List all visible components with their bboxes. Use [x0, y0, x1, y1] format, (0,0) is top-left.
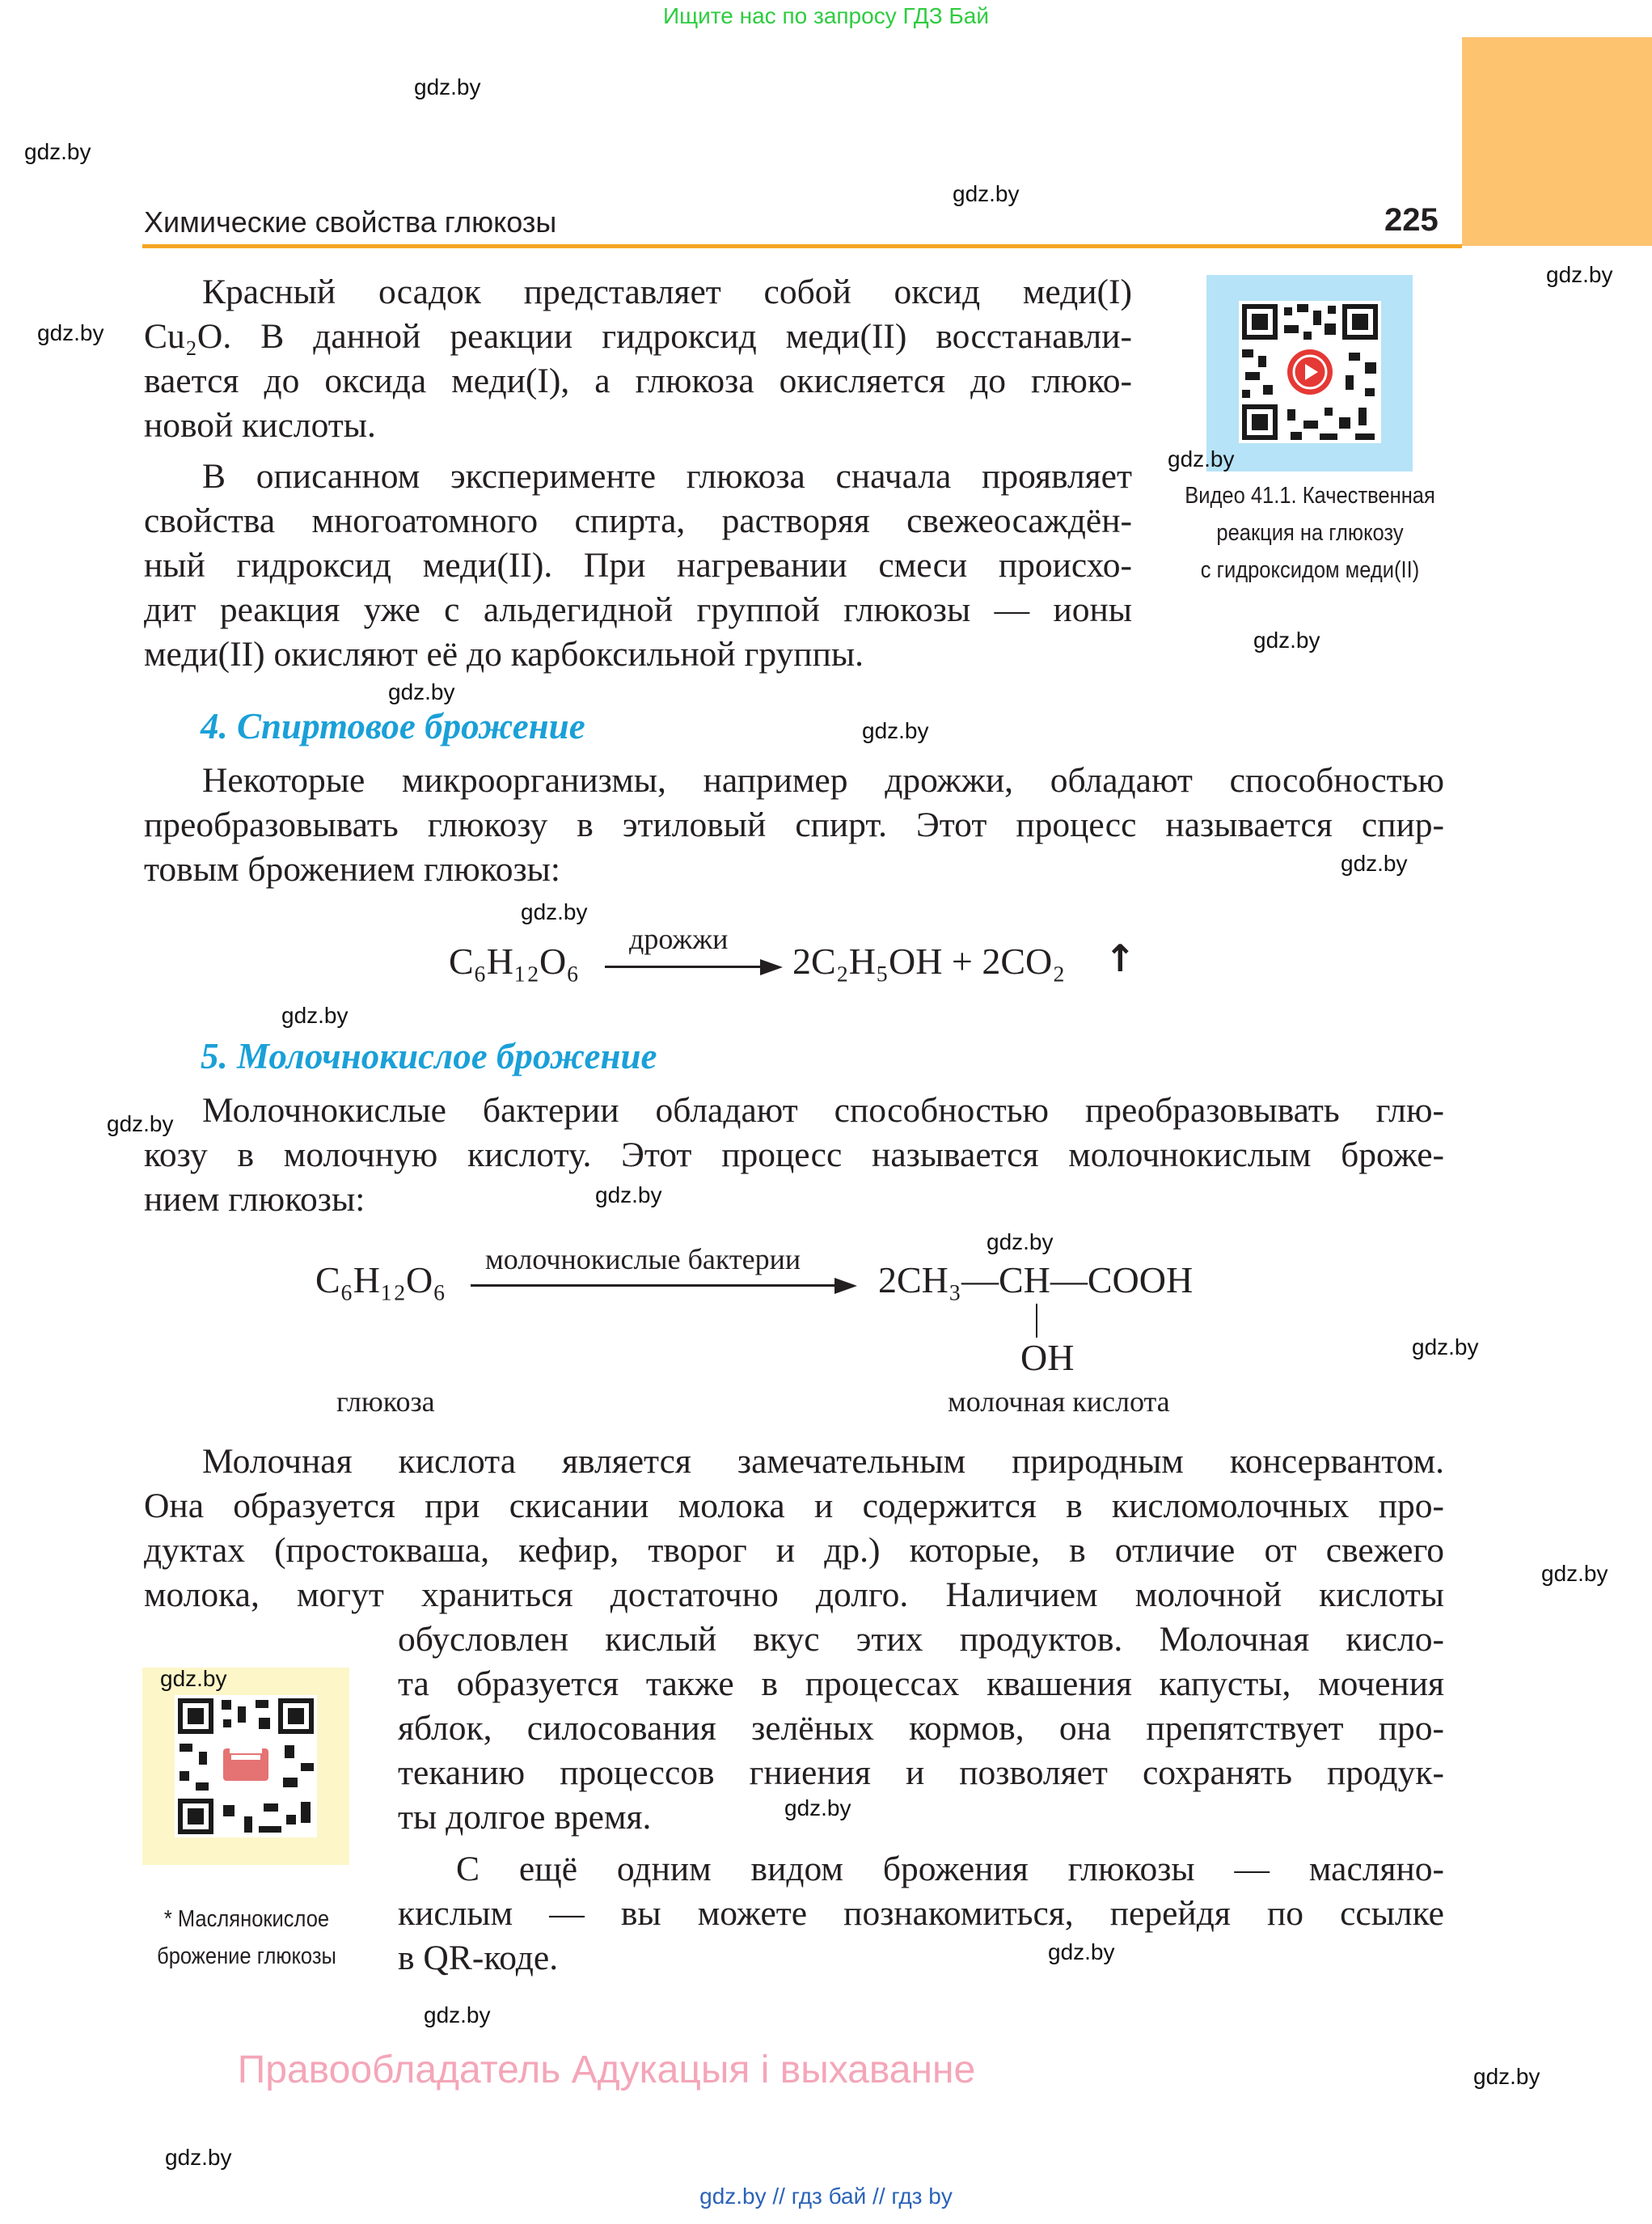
text-line: преобразовывать глюкозу в этиловый спирт. Этот процесс называется спир- [144, 805, 1444, 844]
caption-line: Видео 41.1. Качественная [1185, 483, 1435, 509]
text-line: Cu₂O. В данной реакции гидроксид меди(II) восстанавли- [144, 317, 1132, 356]
page-number: 225 [1384, 202, 1439, 238]
footer-links[interactable]: gdz.by // гдз бай // гдз by [699, 2184, 953, 2209]
caption-line: * Маслянокислое [163, 1906, 330, 1932]
eq2-reactant: C₆H₁₂O₆ [315, 1259, 446, 1300]
paragraph-4 [398, 1847, 1444, 1981]
paragraph-3-wrap [398, 1617, 1444, 1840]
eq2-arrow [471, 1284, 841, 1287]
watermark: gdz.by [862, 718, 929, 743]
text-line: свойства многоатомного спирта, растворяя свежеосаждён- [144, 501, 1132, 540]
qr-code-icon [142, 1668, 349, 1865]
video-qr-code[interactable] [1206, 275, 1413, 471]
watermark: gdz.by [595, 1182, 662, 1207]
text-line: товым брожением глюкозы: [144, 850, 560, 889]
text-line: Красный осадок представляет собой оксид меди(I) [202, 273, 1132, 311]
caption-line: реакция на глюкозу [1216, 520, 1404, 546]
text-line: козу в молочную кислоту. Этот процесс называется молочнокислым броже- [144, 1135, 1444, 1174]
section-4-text [144, 759, 1444, 892]
watermark: gdz.by [165, 2145, 232, 2170]
eq2-condition: молочнокислые бактерии [485, 1243, 801, 1275]
text-line: Молочная кислота является замечательным природным консервантом. [202, 1442, 1444, 1481]
text-line: Она образуется при скисании молока и содержится в кисломолочных про- [144, 1486, 1444, 1525]
qr-code-icon [1206, 275, 1413, 471]
top-banner[interactable]: Ищите нас по запросу ГДЗ Бай [662, 3, 990, 28]
watermark: gdz.by [1253, 628, 1320, 653]
eq1-reactant: C₆H₁₂O₆ [449, 941, 580, 982]
paragraph-2 [144, 455, 1132, 677]
text-line: обусловлен кислый вкус этих продуктов. Молочная кисло- [398, 1620, 1444, 1659]
gas-arrow-icon: ↑ [1105, 937, 1136, 980]
watermark: gdz.by [1168, 446, 1235, 471]
watermark: gdz.by [37, 320, 104, 345]
paragraph-3 [144, 1440, 1444, 1617]
watermark: gdz.by [1341, 851, 1408, 876]
text-line: та образуется также в процессах квашения капусты, мочения [398, 1664, 1444, 1703]
section-heading-4: 4. Спиртовое брожение [201, 706, 585, 746]
butyric-fermentation-qr-code[interactable] [142, 1668, 349, 1865]
text-line: дуктах (простокваша, кефир, творог и др.) которые, в отличие от свежего [144, 1531, 1444, 1570]
watermark: gdz.by [1473, 2064, 1540, 2089]
qr2-caption [137, 1901, 357, 1975]
text-line: новой кислоты. [144, 406, 376, 445]
eq2-branch-bond [1036, 1304, 1037, 1338]
watermark: gdz.by [521, 899, 588, 924]
caption-line: брожение глюкозы [157, 1943, 336, 1969]
text-line: ты долгое время. [398, 1798, 652, 1837]
watermark: gdz.by [388, 679, 455, 704]
watermark: gdz.by [414, 74, 481, 99]
eq1-condition: дрожжи [629, 923, 729, 955]
page-header-title: Химические свойства глюкозы [144, 205, 557, 239]
label-glucose: глюкоза [336, 1385, 435, 1418]
caption-line: с гидроксидом меди(II) [1200, 557, 1420, 583]
watermark: gdz.by [424, 2002, 491, 2027]
text-line: теканию процессов гниения и позволяет сохранять продук- [398, 1753, 1444, 1792]
text-line: Молочнокислые бактерии обладают способностью преобразовывать глю- [202, 1091, 1444, 1130]
eq1-arrow-head [760, 959, 783, 975]
watermark: gdz.by [953, 181, 1020, 206]
watermark: gdz.by [1412, 1334, 1479, 1359]
watermark: gdz.by [24, 139, 91, 164]
section-5-text [144, 1089, 1444, 1222]
watermark: gdz.by [1048, 1939, 1115, 1964]
text-line: С ещё одним видом брожения глюкозы — масляно- [456, 1850, 1444, 1888]
watermark: gdz.by [281, 1003, 349, 1028]
watermark: gdz.by [987, 1229, 1054, 1254]
video-caption [1182, 477, 1439, 589]
watermark: gdz.by [107, 1111, 174, 1136]
text-line: нием глюкозы: [144, 1180, 365, 1219]
copyright-notice: Правообладатель Адукацыя і выхаванне [237, 2049, 976, 2091]
text-line: Некоторые микроорганизмы, например дрожжи, обладают способностью [202, 761, 1444, 800]
header-rule [142, 244, 1462, 248]
text-line: яблок, силосования зелёных кормов, она препятствует про- [398, 1709, 1444, 1748]
text-line: ный гидроксид меди(II). При нагревании смеси происхо- [144, 546, 1132, 585]
text-line: кислым — вы можете познакомиться, перейдя по ссылке [398, 1894, 1444, 1933]
watermark: gdz.by [784, 1795, 851, 1820]
watermark: gdz.by [160, 1666, 227, 1691]
watermark: gdz.by [1541, 1561, 1608, 1586]
text-line: в QR-коде. [398, 1939, 559, 1977]
eq2-product: 2CH₃—CH—COOH [878, 1259, 1194, 1300]
text-line: вается до оксида меди(I), а глюкоза окисляется до глюко- [144, 362, 1132, 400]
page-tab [1462, 37, 1652, 246]
text-line: молока, могут храниться достаточно долго. Наличием молочной кислоты [144, 1575, 1444, 1614]
eq2-product-branch: OH [1020, 1337, 1075, 1378]
paragraph-1 [144, 270, 1132, 448]
text-line: меди(II) окисляют её до карбоксильной группы. [144, 635, 864, 674]
text-line: дит реакция уже с альдегидной группой глюкозы — ионы [144, 590, 1132, 629]
eq2-arrow-head [834, 1278, 857, 1294]
watermark: gdz.by [1546, 262, 1613, 287]
text-line: В описанном эксперименте глюкоза сначала проявляет [202, 457, 1132, 496]
section-heading-5: 5. Молочнокислое брожение [201, 1036, 657, 1076]
eq1-arrow [605, 966, 767, 968]
eq1-products: 2C₂H₅OH + 2CO₂ [792, 941, 1066, 982]
label-lactic-acid: молочная кислота [948, 1385, 1170, 1418]
